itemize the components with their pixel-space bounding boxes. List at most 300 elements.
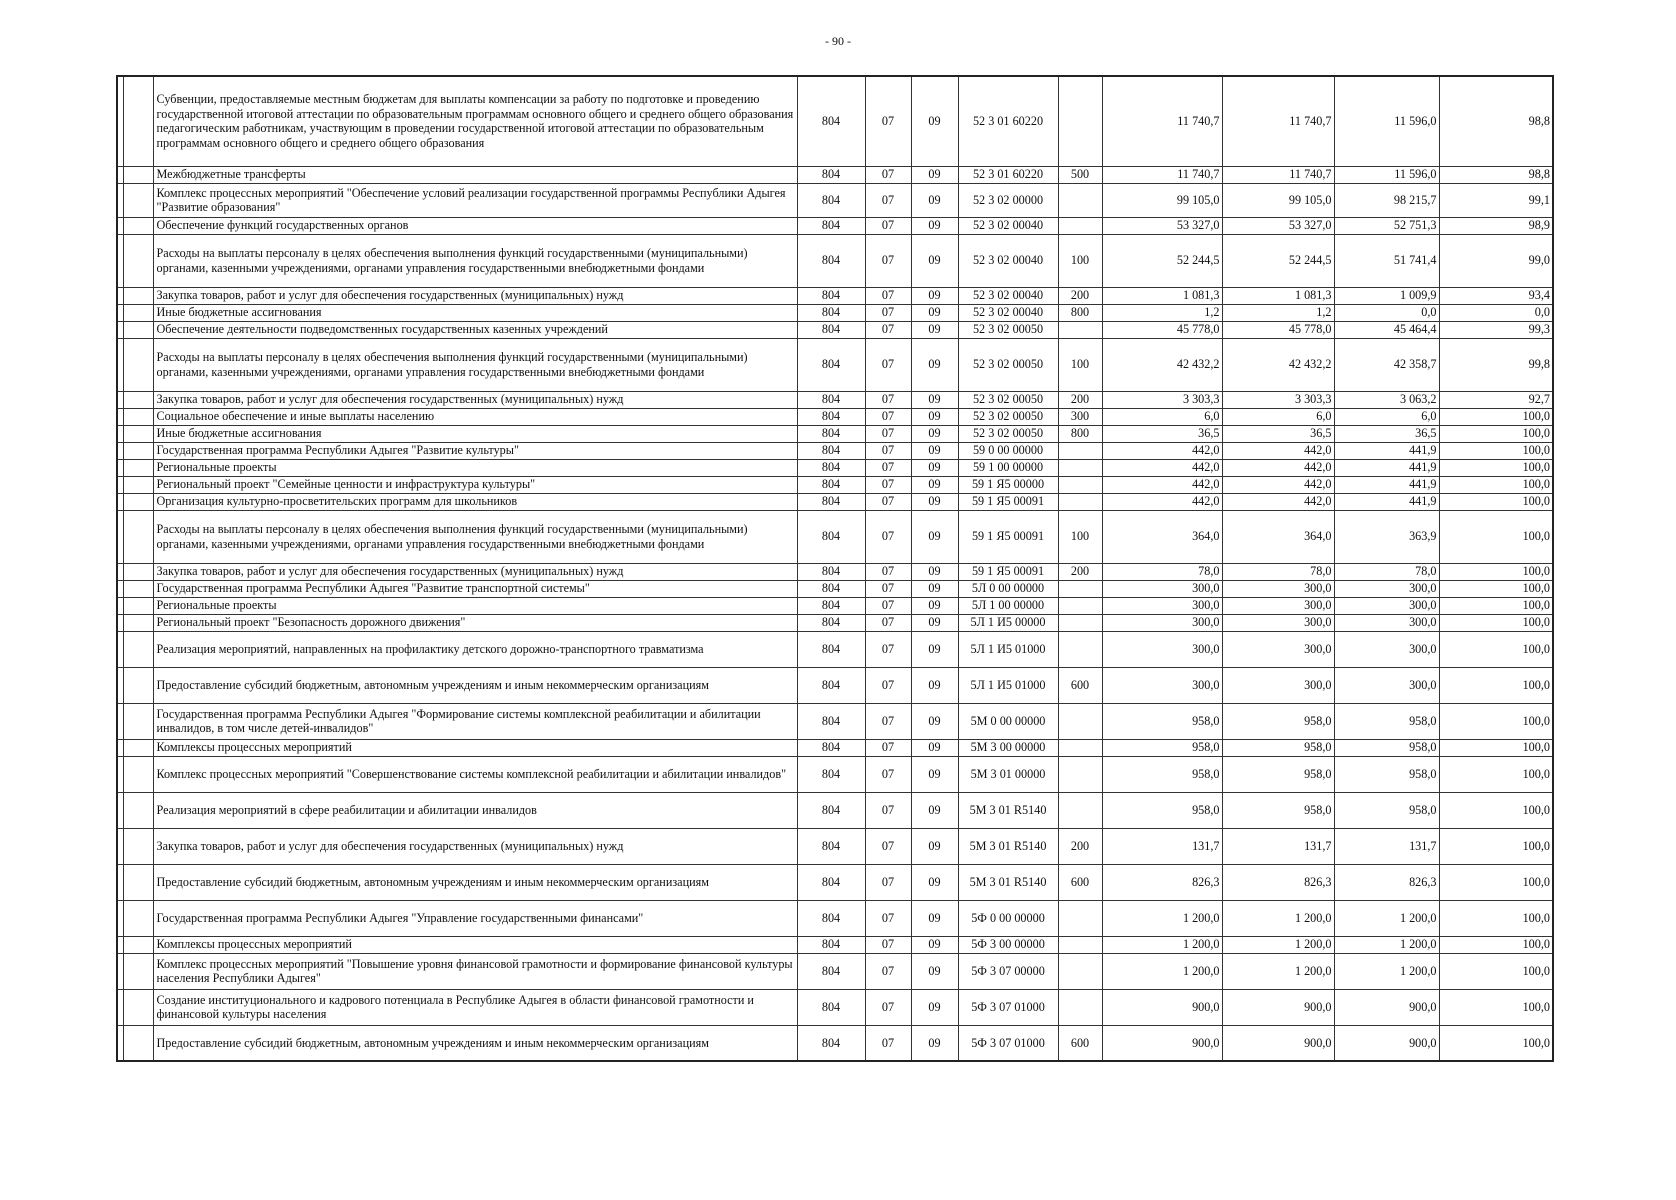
row-subsection-code: 09: [911, 304, 958, 321]
row-subsection-code: 09: [911, 739, 958, 756]
row-name: Государственная программа Республики Адыгея "Формирование системы комплексной реабилитации и абилитации инвалидов, в том числе детей-инвалидов": [153, 703, 797, 739]
row-value-approved: 45 778,0: [1102, 321, 1222, 338]
row-value-approved: 442,0: [1102, 459, 1222, 476]
row-value-approved: 6,0: [1102, 408, 1222, 425]
row-subsection-code: 09: [911, 442, 958, 459]
row-name: Обеспечение деятельности подведомственных государственных казенных учреждений: [153, 321, 797, 338]
row-value-approved: 900,0: [1102, 1025, 1222, 1061]
row-name: Закупка товаров, работ и услуг для обеспечения государственных (муниципальных) нужд: [153, 391, 797, 408]
row-value-refined: 78,0: [1222, 563, 1334, 580]
row-percent-executed: 100,0: [1439, 864, 1553, 900]
row-subsection-code: 09: [911, 828, 958, 864]
row-target-article: 5Л 1 И5 01000: [958, 667, 1058, 703]
row-target-article: 52 3 02 00040: [958, 217, 1058, 234]
row-section-code: 07: [865, 900, 911, 936]
row-margin-cell: [123, 217, 153, 234]
row-value-approved: 300,0: [1102, 580, 1222, 597]
row-margin-cell: [123, 864, 153, 900]
row-percent-executed: 100,0: [1439, 442, 1553, 459]
row-section-code: 07: [865, 756, 911, 792]
row-value-refined: 3 303,3: [1222, 391, 1334, 408]
row-value-refined: 1 200,0: [1222, 953, 1334, 989]
row-percent-executed: 100,0: [1439, 459, 1553, 476]
table-body: [117, 76, 1553, 1061]
row-margin-cell: [123, 459, 153, 476]
row-section-code: 07: [865, 442, 911, 459]
row-name: Региональный проект "Безопасность дорожного движения": [153, 614, 797, 631]
row-section-code: 07: [865, 76, 911, 166]
row-target-article: 5Ф 3 00 00000: [958, 936, 1058, 953]
row-value-approved: 900,0: [1102, 989, 1222, 1025]
row-target-article: 52 3 02 00050: [958, 408, 1058, 425]
row-subsection-code: 09: [911, 391, 958, 408]
table-row: [117, 828, 1553, 864]
row-subsection-code: 09: [911, 76, 958, 166]
row-subsection-code: 09: [911, 459, 958, 476]
row-expense-type: [1058, 580, 1102, 597]
row-ved-code: 804: [797, 183, 865, 217]
table-row: [117, 1025, 1553, 1061]
row-expense-type: [1058, 76, 1102, 166]
row-expense-type: 200: [1058, 287, 1102, 304]
row-target-article: 5Л 1 И5 01000: [958, 631, 1058, 667]
table-row: [117, 667, 1553, 703]
row-name: Субвенции, предоставляемые местным бюджетам для выплаты компенсации за работу по подготовке и проведению государственной итоговой аттестации по образовательным программам основного общего и среднего общего образования педагогическим работникам, участвующим в проведении государственной итоговой аттестации по образовательным программам основного общего и среднего общего образования: [153, 76, 797, 166]
row-ved-code: 804: [797, 425, 865, 442]
row-ved-code: 804: [797, 459, 865, 476]
row-expense-type: 800: [1058, 304, 1102, 321]
row-target-article: 5М 3 01 R5140: [958, 828, 1058, 864]
row-target-article: 59 1 Я5 00091: [958, 510, 1058, 563]
row-percent-executed: 100,0: [1439, 936, 1553, 953]
row-value-approved: 78,0: [1102, 563, 1222, 580]
row-name: Создание институционального и кадрового потенциала в Республике Адыгея в области финансовой грамотности и финансовой культуры населения: [153, 989, 797, 1025]
row-value-executed: 1 200,0: [1334, 900, 1439, 936]
row-percent-executed: 100,0: [1439, 425, 1553, 442]
table-row: [117, 563, 1553, 580]
row-value-executed: 6,0: [1334, 408, 1439, 425]
row-value-executed: 98 215,7: [1334, 183, 1439, 217]
row-section-code: 07: [865, 580, 911, 597]
row-value-refined: 6,0: [1222, 408, 1334, 425]
row-section-code: 07: [865, 936, 911, 953]
row-value-approved: 11 740,7: [1102, 166, 1222, 183]
row-expense-type: 300: [1058, 408, 1102, 425]
table-row: [117, 792, 1553, 828]
row-percent-executed: 99,3: [1439, 321, 1553, 338]
row-percent-executed: 100,0: [1439, 900, 1553, 936]
row-value-refined: 958,0: [1222, 792, 1334, 828]
row-margin-cell: [123, 476, 153, 493]
row-value-executed: 300,0: [1334, 667, 1439, 703]
table-row: [117, 217, 1553, 234]
row-expense-type: [1058, 703, 1102, 739]
row-ved-code: 804: [797, 391, 865, 408]
row-name: Обеспечение функций государственных органов: [153, 217, 797, 234]
row-subsection-code: 09: [911, 756, 958, 792]
row-percent-executed: 99,0: [1439, 234, 1553, 287]
row-value-approved: 364,0: [1102, 510, 1222, 563]
row-ved-code: 804: [797, 476, 865, 493]
row-value-approved: 300,0: [1102, 597, 1222, 614]
row-section-code: 07: [865, 563, 911, 580]
row-target-article: 5М 0 00 00000: [958, 703, 1058, 739]
row-margin-cell: [123, 234, 153, 287]
row-ved-code: 804: [797, 321, 865, 338]
row-name: Региональные проекты: [153, 597, 797, 614]
row-name: Закупка товаров, работ и услуг для обеспечения государственных (муниципальных) нужд: [153, 563, 797, 580]
row-percent-executed: 100,0: [1439, 493, 1553, 510]
row-value-approved: 42 432,2: [1102, 338, 1222, 391]
row-percent-executed: 99,8: [1439, 338, 1553, 391]
row-section-code: 07: [865, 166, 911, 183]
row-section-code: 07: [865, 183, 911, 217]
row-subsection-code: 09: [911, 580, 958, 597]
row-section-code: 07: [865, 425, 911, 442]
row-section-code: 07: [865, 321, 911, 338]
row-value-refined: 958,0: [1222, 703, 1334, 739]
row-expense-type: 500: [1058, 166, 1102, 183]
row-value-executed: 900,0: [1334, 1025, 1439, 1061]
row-margin-cell: [123, 1025, 153, 1061]
row-name: Государственная программа Республики Адыгея "Развитие культуры": [153, 442, 797, 459]
row-ved-code: 804: [797, 828, 865, 864]
row-margin-cell: [123, 563, 153, 580]
row-target-article: 52 3 02 00050: [958, 391, 1058, 408]
row-target-article: 5Ф 3 07 01000: [958, 1025, 1058, 1061]
row-target-article: 59 1 Я5 00000: [958, 476, 1058, 493]
row-value-refined: 900,0: [1222, 989, 1334, 1025]
row-expense-type: 600: [1058, 864, 1102, 900]
row-section-code: 07: [865, 792, 911, 828]
row-value-executed: 45 464,4: [1334, 321, 1439, 338]
table-row: [117, 287, 1553, 304]
page-number: - 90 -: [825, 34, 851, 48]
row-margin-cell: [123, 580, 153, 597]
row-value-executed: 826,3: [1334, 864, 1439, 900]
row-name: Предоставление субсидий бюджетным, автономным учреждениям и иным некоммерческим организациям: [153, 1025, 797, 1061]
row-section-code: 07: [865, 864, 911, 900]
row-subsection-code: 09: [911, 408, 958, 425]
row-value-executed: 51 741,4: [1334, 234, 1439, 287]
row-subsection-code: 09: [911, 425, 958, 442]
row-name: Комплексы процессных мероприятий: [153, 936, 797, 953]
row-target-article: 59 0 00 00000: [958, 442, 1058, 459]
row-value-approved: 52 244,5: [1102, 234, 1222, 287]
row-ved-code: 804: [797, 408, 865, 425]
row-value-approved: 826,3: [1102, 864, 1222, 900]
row-value-approved: 442,0: [1102, 493, 1222, 510]
row-subsection-code: 09: [911, 287, 958, 304]
row-value-executed: 42 358,7: [1334, 338, 1439, 391]
row-target-article: 5Ф 3 07 00000: [958, 953, 1058, 989]
row-value-refined: 442,0: [1222, 493, 1334, 510]
row-value-executed: 441,9: [1334, 493, 1439, 510]
row-expense-type: [1058, 217, 1102, 234]
row-section-code: 07: [865, 739, 911, 756]
row-percent-executed: 100,0: [1439, 792, 1553, 828]
row-value-refined: 900,0: [1222, 1025, 1334, 1061]
row-value-refined: 53 327,0: [1222, 217, 1334, 234]
row-subsection-code: 09: [911, 703, 958, 739]
table-row: [117, 338, 1553, 391]
row-value-approved: 131,7: [1102, 828, 1222, 864]
row-name: Расходы на выплаты персоналу в целях обеспечения выполнения функций государственными (муниципальными) органами, казенными учреждениями, органами управления государственными внебюджетными фондами: [153, 338, 797, 391]
table-row: [117, 614, 1553, 631]
row-expense-type: [1058, 493, 1102, 510]
row-value-executed: 958,0: [1334, 703, 1439, 739]
table-row: [117, 442, 1553, 459]
row-expense-type: 200: [1058, 391, 1102, 408]
table-row: [117, 900, 1553, 936]
table-row: [117, 476, 1553, 493]
row-section-code: 07: [865, 703, 911, 739]
row-name: Государственная программа Республики Адыгея "Развитие транспортной системы": [153, 580, 797, 597]
row-margin-cell: [123, 287, 153, 304]
row-expense-type: [1058, 614, 1102, 631]
row-margin-cell: [123, 667, 153, 703]
row-subsection-code: 09: [911, 338, 958, 391]
row-margin-cell: [123, 408, 153, 425]
row-value-executed: 1 200,0: [1334, 953, 1439, 989]
row-section-code: 07: [865, 493, 911, 510]
row-value-executed: 363,9: [1334, 510, 1439, 563]
row-ved-code: 804: [797, 614, 865, 631]
row-expense-type: [1058, 459, 1102, 476]
row-percent-executed: 100,0: [1439, 408, 1553, 425]
row-subsection-code: 09: [911, 597, 958, 614]
row-margin-cell: [123, 510, 153, 563]
row-percent-executed: 100,0: [1439, 703, 1553, 739]
row-expense-type: [1058, 442, 1102, 459]
row-value-executed: 900,0: [1334, 989, 1439, 1025]
row-margin-cell: [123, 442, 153, 459]
row-value-executed: 441,9: [1334, 459, 1439, 476]
row-name: Закупка товаров, работ и услуг для обеспечения государственных (муниципальных) нужд: [153, 287, 797, 304]
table-row: [117, 493, 1553, 510]
row-value-refined: 11 740,7: [1222, 76, 1334, 166]
row-expense-type: [1058, 476, 1102, 493]
table-row: [117, 580, 1553, 597]
row-target-article: 59 1 00 00000: [958, 459, 1058, 476]
row-ved-code: 804: [797, 234, 865, 287]
table-row: [117, 459, 1553, 476]
row-section-code: 07: [865, 667, 911, 703]
row-value-executed: 1 200,0: [1334, 936, 1439, 953]
row-value-approved: 1 200,0: [1102, 900, 1222, 936]
row-percent-executed: 100,0: [1439, 828, 1553, 864]
row-target-article: 5Л 1 00 00000: [958, 597, 1058, 614]
row-percent-executed: 100,0: [1439, 756, 1553, 792]
row-ved-code: 804: [797, 597, 865, 614]
table-row: [117, 321, 1553, 338]
row-subsection-code: 09: [911, 953, 958, 989]
row-target-article: 59 1 Я5 00091: [958, 493, 1058, 510]
row-value-executed: 1 009,9: [1334, 287, 1439, 304]
row-margin-cell: [123, 338, 153, 391]
row-name: Межбюджетные трансферты: [153, 166, 797, 183]
row-expense-type: 600: [1058, 1025, 1102, 1061]
row-margin-cell: [123, 828, 153, 864]
row-name: Организация культурно-просветительских программ для школьников: [153, 493, 797, 510]
row-name: Реализация мероприятий в сфере реабилитации и абилитации инвалидов: [153, 792, 797, 828]
row-value-approved: 300,0: [1102, 631, 1222, 667]
row-margin-cell: [123, 756, 153, 792]
row-expense-type: [1058, 183, 1102, 217]
row-margin-cell: [123, 76, 153, 166]
row-value-executed: 52 751,3: [1334, 217, 1439, 234]
row-ved-code: 804: [797, 510, 865, 563]
row-value-approved: 300,0: [1102, 667, 1222, 703]
row-value-refined: 1 200,0: [1222, 900, 1334, 936]
row-percent-executed: 100,0: [1439, 614, 1553, 631]
row-section-code: 07: [865, 234, 911, 287]
row-percent-executed: 92,7: [1439, 391, 1553, 408]
row-name: Региональные проекты: [153, 459, 797, 476]
row-value-refined: 42 432,2: [1222, 338, 1334, 391]
row-target-article: 52 3 02 00000: [958, 183, 1058, 217]
row-ved-code: 804: [797, 442, 865, 459]
table-row: [117, 864, 1553, 900]
row-margin-cell: [123, 166, 153, 183]
row-margin-cell: [123, 703, 153, 739]
row-value-approved: 1 200,0: [1102, 936, 1222, 953]
row-name: Реализация мероприятий, направленных на профилактику детского дорожно-транспортного травматизма: [153, 631, 797, 667]
row-name: Социальное обеспечение и иные выплаты населению: [153, 408, 797, 425]
row-value-executed: 300,0: [1334, 580, 1439, 597]
row-target-article: 5Л 1 И5 00000: [958, 614, 1058, 631]
budget-table: [116, 75, 1554, 1062]
row-subsection-code: 09: [911, 321, 958, 338]
row-section-code: 07: [865, 631, 911, 667]
table-row: [117, 408, 1553, 425]
row-margin-cell: [123, 900, 153, 936]
row-subsection-code: 09: [911, 493, 958, 510]
row-percent-executed: 100,0: [1439, 739, 1553, 756]
row-margin-cell: [123, 391, 153, 408]
row-percent-executed: 98,8: [1439, 166, 1553, 183]
row-value-refined: 442,0: [1222, 459, 1334, 476]
row-margin-cell: [123, 953, 153, 989]
row-name: Предоставление субсидий бюджетным, автономным учреждениям и иным некоммерческим организациям: [153, 667, 797, 703]
row-target-article: 5Л 0 00 00000: [958, 580, 1058, 597]
row-value-executed: 3 063,2: [1334, 391, 1439, 408]
row-value-executed: 300,0: [1334, 614, 1439, 631]
row-subsection-code: 09: [911, 667, 958, 703]
row-percent-executed: 100,0: [1439, 476, 1553, 493]
row-value-approved: 300,0: [1102, 614, 1222, 631]
row-value-refined: 442,0: [1222, 442, 1334, 459]
row-name: Комплекс процессных мероприятий "Повышение уровня финансовой грамотности и формирование финансовой культуры населения Республики Адыгея": [153, 953, 797, 989]
row-value-refined: 300,0: [1222, 667, 1334, 703]
row-target-article: 5М 3 01 00000: [958, 756, 1058, 792]
row-value-executed: 11 596,0: [1334, 166, 1439, 183]
row-value-approved: 1 200,0: [1102, 953, 1222, 989]
row-value-approved: 958,0: [1102, 739, 1222, 756]
row-section-code: 07: [865, 953, 911, 989]
row-name: Предоставление субсидий бюджетным, автономным учреждениям и иным некоммерческим организациям: [153, 864, 797, 900]
row-margin-cell: [123, 792, 153, 828]
row-expense-type: [1058, 953, 1102, 989]
row-expense-type: [1058, 792, 1102, 828]
row-value-refined: 364,0: [1222, 510, 1334, 563]
table-row: [117, 739, 1553, 756]
row-value-refined: 442,0: [1222, 476, 1334, 493]
row-section-code: 07: [865, 304, 911, 321]
row-percent-executed: 100,0: [1439, 989, 1553, 1025]
row-value-executed: 36,5: [1334, 425, 1439, 442]
row-value-refined: 300,0: [1222, 597, 1334, 614]
row-ved-code: 804: [797, 864, 865, 900]
row-percent-executed: 100,0: [1439, 597, 1553, 614]
row-value-executed: 441,9: [1334, 476, 1439, 493]
row-section-code: 07: [865, 408, 911, 425]
row-name: Иные бюджетные ассигнования: [153, 304, 797, 321]
row-section-code: 07: [865, 989, 911, 1025]
row-ved-code: 804: [797, 76, 865, 166]
row-value-executed: 300,0: [1334, 631, 1439, 667]
row-subsection-code: 09: [911, 510, 958, 563]
table-row: [117, 756, 1553, 792]
row-value-approved: 1,2: [1102, 304, 1222, 321]
row-target-article: 52 3 02 00040: [958, 287, 1058, 304]
row-value-refined: 1,2: [1222, 304, 1334, 321]
row-expense-type: 200: [1058, 828, 1102, 864]
row-ved-code: 804: [797, 631, 865, 667]
row-expense-type: [1058, 989, 1102, 1025]
row-target-article: 52 3 02 00050: [958, 321, 1058, 338]
row-subsection-code: 09: [911, 792, 958, 828]
row-section-code: 07: [865, 828, 911, 864]
row-value-refined: 36,5: [1222, 425, 1334, 442]
row-value-approved: 1 081,3: [1102, 287, 1222, 304]
row-percent-executed: 100,0: [1439, 953, 1553, 989]
row-name: Расходы на выплаты персоналу в целях обеспечения выполнения функций государственными (муниципальными) органами, казенными учреждениями, органами управления государственными внебюджетными фондами: [153, 234, 797, 287]
row-section-code: 07: [865, 476, 911, 493]
row-subsection-code: 09: [911, 476, 958, 493]
row-value-executed: 11 596,0: [1334, 76, 1439, 166]
row-expense-type: 100: [1058, 338, 1102, 391]
row-value-executed: 0,0: [1334, 304, 1439, 321]
row-value-executed: 958,0: [1334, 756, 1439, 792]
row-expense-type: 200: [1058, 563, 1102, 580]
row-margin-cell: [123, 989, 153, 1025]
row-subsection-code: 09: [911, 989, 958, 1025]
row-target-article: 52 3 01 60220: [958, 76, 1058, 166]
row-value-approved: 958,0: [1102, 703, 1222, 739]
row-value-approved: 99 105,0: [1102, 183, 1222, 217]
table-row: [117, 425, 1553, 442]
row-percent-executed: 93,4: [1439, 287, 1553, 304]
row-expense-type: 600: [1058, 667, 1102, 703]
row-value-refined: 300,0: [1222, 580, 1334, 597]
row-value-executed: 958,0: [1334, 739, 1439, 756]
row-expense-type: [1058, 936, 1102, 953]
row-value-executed: 131,7: [1334, 828, 1439, 864]
table-row: [117, 631, 1553, 667]
row-subsection-code: 09: [911, 864, 958, 900]
row-value-refined: 826,3: [1222, 864, 1334, 900]
row-value-approved: 958,0: [1102, 756, 1222, 792]
row-target-article: 52 3 02 00050: [958, 338, 1058, 391]
row-section-code: 07: [865, 391, 911, 408]
row-target-article: 5Ф 3 07 01000: [958, 989, 1058, 1025]
row-subsection-code: 09: [911, 234, 958, 287]
row-target-article: 52 3 02 00040: [958, 304, 1058, 321]
row-section-code: 07: [865, 510, 911, 563]
row-margin-cell: [123, 304, 153, 321]
row-name: Комплекс процессных мероприятий "Совершенствование системы комплексной реабилитации и абилитации инвалидов": [153, 756, 797, 792]
